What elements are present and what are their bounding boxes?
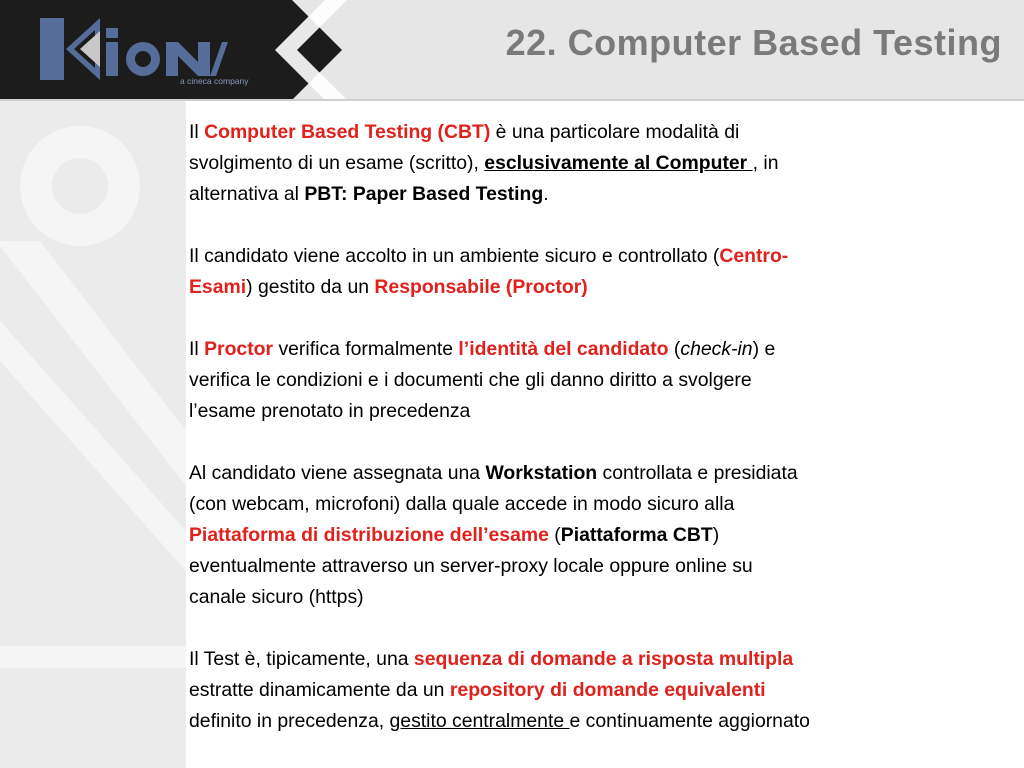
highlight-question-sequence: sequenza di domande a risposta multipla [413, 648, 794, 670]
text-run: Il [189, 121, 205, 143]
logo-tagline: a cineca company [180, 76, 249, 86]
highlight-centro-esami-cont: Esami [189, 276, 247, 298]
text-line [189, 458, 1015, 489]
text-line: canale sicuro (https) [189, 586, 364, 608]
text-run: ( [668, 338, 681, 360]
text-run: . [543, 183, 549, 205]
text-line: verifica le condizioni e i documenti che gli danno diritto a svolgere [189, 369, 752, 391]
text-line [189, 675, 1015, 706]
header-bar [0, 0, 1024, 100]
paragraph-exam-center [189, 241, 1015, 303]
text-run: Il Test è, tipicamente, una [189, 648, 414, 670]
text-run: ) [712, 524, 720, 546]
text-line [189, 117, 1015, 148]
text-run: verifica formalmente [273, 338, 459, 360]
text-run: è una particolare modalità di [490, 121, 740, 143]
text-line: l’esame prenotato in precedenza [189, 400, 471, 422]
paragraph-test-content [189, 644, 1015, 737]
emphasis-computer-only: esclusivamente al Computer [484, 152, 753, 174]
emphasis-centrally-managed: gestito centralmente [389, 710, 570, 732]
decorative-sidebar [0, 101, 186, 768]
highlight-centro-esami: Centro- [719, 245, 789, 267]
text-run: definito in precedenza, [189, 710, 390, 732]
emphasis-pbt: PBT: Paper Based Testing [304, 183, 544, 205]
paragraph-workstation [189, 458, 1015, 613]
text-run: alternativa al [189, 183, 305, 205]
text-run: controllata e presidiata [597, 462, 798, 484]
text-line [189, 272, 1015, 303]
text-line [189, 706, 1015, 737]
text-run: Il candidato viene accolto in un ambiente sicuro e controllato ( [189, 245, 720, 267]
paragraph-cbt-definition [189, 117, 1015, 210]
text-run: ( [548, 524, 561, 546]
text-line [189, 520, 1015, 551]
text-run: estratte dinamicamente da un [189, 679, 450, 701]
text-line [189, 241, 1015, 272]
text-run: ) e [752, 338, 776, 360]
text-line [189, 179, 1015, 210]
watermark-graphic [0, 101, 186, 768]
emphasis-cbt-platform: Piattaforma CBT [560, 524, 713, 546]
text-run: e continuamente aggiornato [569, 710, 810, 732]
highlight-identity: l’identità del candidato [458, 338, 669, 360]
text-run: Al candidato viene assegnata una [189, 462, 486, 484]
highlight-proctor-role: Responsabile (Proctor) [374, 276, 588, 298]
text-line [189, 334, 1015, 365]
text-line: eventualmente attraverso un server-proxy locale oppure online su [189, 555, 753, 577]
text-line [189, 644, 1015, 675]
text-line: (con webcam, microfoni) dalla quale accede in modo sicuro alla [189, 493, 735, 515]
page-title: 22. Computer Based Testing [505, 22, 1002, 63]
emphasis-workstation: Workstation [485, 462, 598, 484]
term-check-in: check-in [680, 338, 753, 360]
text-run: Il [189, 338, 205, 360]
highlight-cbt: Computer Based Testing (CBT) [204, 121, 491, 143]
highlight-repository: repository di domande equivalenti [449, 679, 766, 701]
text-line [189, 148, 1015, 179]
slide-body [189, 117, 1015, 768]
text-run: ) gestito da un [246, 276, 375, 298]
text-run: svolgimento di un esame (scritto), [189, 152, 485, 174]
text-run: , in [752, 152, 779, 174]
highlight-proctor: Proctor [204, 338, 274, 360]
highlight-platform: Piattaforma di distribuzione dell’esame [189, 524, 549, 546]
paragraph-proctor-checkin [189, 334, 1015, 427]
logo-panel [0, 0, 370, 100]
